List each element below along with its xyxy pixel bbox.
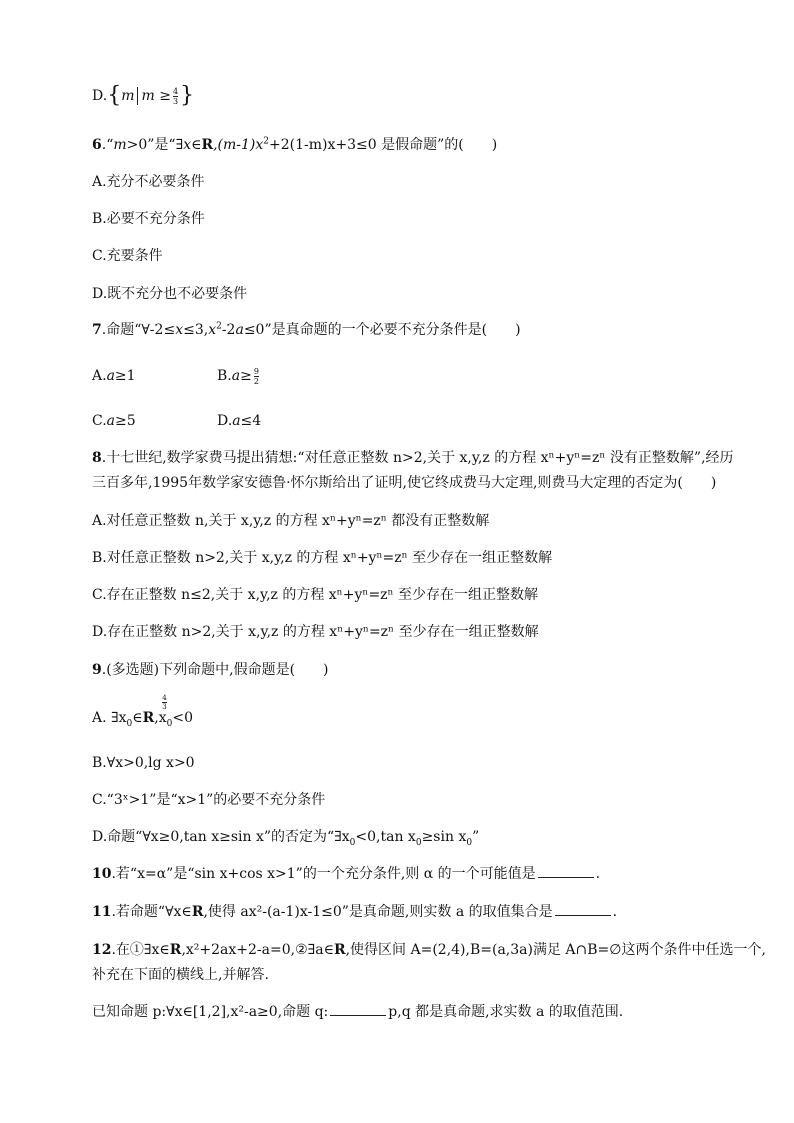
option-text: ≤4 — [240, 413, 262, 429]
stem-text: .若“x=α”是“sin x+cos x>1”的一个充分条件,则 α 的一个可能值是 — [111, 866, 536, 882]
stem-text: +2(1-m)x+3≤0 是假命题”的( — [269, 137, 464, 153]
option-label: D. — [217, 413, 233, 429]
option-text: ” — [472, 829, 480, 845]
real-set: R — [201, 137, 214, 153]
set-variable: m — [121, 88, 135, 104]
subscript: 0 — [415, 837, 422, 848]
question-number: 9 — [92, 662, 102, 678]
q8-option-c: C.存在正整数 n≤2,关于 x,y,z 的方程 xⁿ+yⁿ=zⁿ 至少存在一组正整数解 — [92, 587, 539, 603]
option-text: ≥1 — [114, 368, 136, 384]
q8-option-d: D.存在正整数 n>2,关于 x,y,z 的方程 xⁿ+yⁿ=zⁿ 至少存在一组正整数解 — [92, 624, 539, 640]
q7-options-row2 — [92, 411, 262, 431]
set-divider — [137, 87, 138, 105]
q9-option-d — [92, 827, 479, 847]
q12-stem-line2: 补充在下面的横线上,并解答. — [92, 967, 269, 983]
stem-text: ,x²+2ax+2-a=0,②∃a∈ — [181, 942, 334, 958]
stem-text: .(多选题)下列命题中,假命题是( — [101, 662, 296, 678]
q9-option-c: C.“3ˣ>1”是“x>1”的必要不充分条件 — [92, 792, 326, 808]
stem-text: .十七世纪,数学家费马提出猜想:“对任意正整数 n>2,关于 x,y,z 的方程 xⁿ+yⁿ=zⁿ 没有正整数解”,经历 — [101, 450, 734, 466]
stem-text: ) — [491, 137, 498, 153]
question-number: 6 — [92, 137, 102, 153]
q7-option-c: C.a≥5 — [92, 413, 136, 429]
subscript: 0 — [126, 718, 133, 729]
stem-text: ,(m-1)x — [213, 137, 264, 153]
stem-text: .在①∃x∈ — [111, 942, 170, 958]
q7-option-d: D.a≤4 — [217, 413, 262, 429]
stem-text: ,使得区间 A=(2,4),B=(a,3a)满足 A∩B=∅这两个条件中任选一个, — [345, 942, 766, 958]
q6-option-a: A.充分不必要条件 — [92, 174, 205, 190]
real-set: R — [191, 904, 204, 920]
option-text: ≥5 — [115, 413, 136, 429]
q9-stem — [92, 660, 329, 680]
option-label: B. — [217, 368, 232, 384]
stem-text: 三百多年,1995年数学家安德鲁·怀尔斯给出了证明,使它终成费马大定理,则费马大定理的否定为( — [92, 475, 683, 491]
answer-blank[interactable] — [538, 865, 594, 878]
subscript: 0 — [466, 837, 473, 848]
answer-blank[interactable] — [555, 903, 611, 916]
stem-text: .若命题“∀x∈ — [111, 904, 192, 920]
stem-text: ≤3, — [183, 322, 209, 338]
stem-text: ≤0”是真命题的一个必要不充分条件是( — [243, 322, 488, 338]
real-set: R — [169, 942, 182, 958]
q6-option-b: B.必要不充分条件 — [92, 211, 205, 227]
numerator: 9 — [253, 366, 259, 376]
numerator: 4 — [172, 86, 179, 96]
q5-option-d — [92, 83, 195, 108]
power-expression — [154, 694, 167, 728]
q7-option-b: B.a≥ $\frac{9}{2}$ — [217, 366, 259, 386]
q8-stem-line1 — [92, 448, 734, 468]
q9-option-b: B.∀x>0,lg x>0 — [92, 755, 195, 771]
stem-text: .命题“∀-2≤ — [101, 322, 176, 338]
stem-text: ) — [515, 322, 521, 338]
question-number: 8 — [92, 450, 102, 466]
exponent-fraction — [162, 694, 166, 711]
stem-text: ) — [323, 662, 329, 678]
q12-stem-line3 — [92, 1002, 623, 1022]
stem-text: p,q 都是真命题,求实数 a 的取值范围. — [388, 1004, 624, 1020]
q9-option-a: A. $\exists x_0\in R,x$ $\frac{4}{3}$ $_0$<0 — [92, 694, 193, 729]
stem-text: . — [612, 904, 618, 920]
stem-var: x — [183, 137, 192, 153]
numerator: 4 — [162, 694, 167, 702]
set-condition: m ≥ — [141, 88, 171, 104]
fraction — [173, 87, 178, 106]
stem-text: >0”是“∃ — [126, 137, 184, 153]
q7-option-a: A.a≥1 — [92, 368, 136, 384]
option-text: <0,tan x — [355, 829, 416, 845]
q8-option-b: B.对任意正整数 n>2,关于 x,y,z 的方程 xⁿ+yⁿ=zⁿ 至少存在一组正整数解 — [92, 550, 553, 566]
option-text: ≥ — [240, 368, 252, 384]
subscript: 0 — [349, 837, 356, 848]
fraction — [254, 367, 259, 386]
q8-option-a: A.对任意正整数 n,关于 x,y,z 的方程 xⁿ+yⁿ=zⁿ 都没有正整数解 — [92, 513, 490, 529]
stem-text: ,使得 ax²-(a-1)x-1≤0”是真命题,则实数 a 的取值集合是 — [203, 904, 553, 920]
denominator: 2 — [253, 376, 259, 386]
stem-text: ) — [710, 475, 717, 491]
option-label: C. — [92, 413, 107, 429]
real-set: R — [333, 942, 346, 958]
option-text: ∈ — [132, 710, 143, 726]
option-text: <0 — [172, 710, 193, 726]
option-text: A. ∃x — [92, 710, 127, 726]
q10-stem — [92, 864, 600, 884]
question-number: 11 — [92, 904, 112, 920]
left-brace: { — [107, 83, 122, 108]
option-text: ≥sin x — [421, 829, 467, 845]
q12-stem-line1 — [92, 940, 766, 960]
q8-stem-line2 — [92, 473, 716, 493]
q6-option-c: C.充要条件 — [92, 248, 163, 264]
right-brace: } — [180, 83, 195, 108]
denominator: 3 — [162, 703, 167, 711]
real-set: R — [142, 710, 155, 726]
q7-options-row1 — [92, 366, 259, 386]
question-number: 7 — [92, 322, 102, 338]
stem-text: .“ — [101, 137, 114, 153]
option-label: D. — [92, 88, 108, 104]
stem-text: ∈ — [191, 137, 202, 153]
question-number: 12 — [92, 942, 112, 958]
stem-text: . — [595, 866, 601, 882]
stem-text: -2 — [221, 322, 236, 338]
q11-stem — [92, 902, 617, 922]
answer-blank[interactable] — [330, 1003, 386, 1016]
option-label: A. — [92, 368, 107, 384]
question-number: 10 — [92, 866, 112, 882]
q7-stem: 7.命题“$\forall-2\le x\le 3,x^2-2a\le 0$”是真命题的一个必要不充分条件是( ) — [92, 321, 521, 338]
denominator: 3 — [172, 96, 179, 106]
option-text: ,x — [154, 710, 167, 726]
stem-text: 已知命题 p:∀x∈[1,2],x²-a≥0,命题 q: — [92, 1004, 329, 1020]
q6-stem: 6.“m>0”是“$\exists x\in R,(m-1)x^2+2(1-m)x+3\le 0$ 是假命题”的( ) — [92, 136, 498, 153]
stem-var: m — [113, 137, 127, 153]
option-text: D.命题“∀x≥0,tan x≥sin x”的否定为“∃x — [92, 829, 350, 845]
q6-option-d: D.既不充分也不必要条件 — [92, 286, 248, 302]
